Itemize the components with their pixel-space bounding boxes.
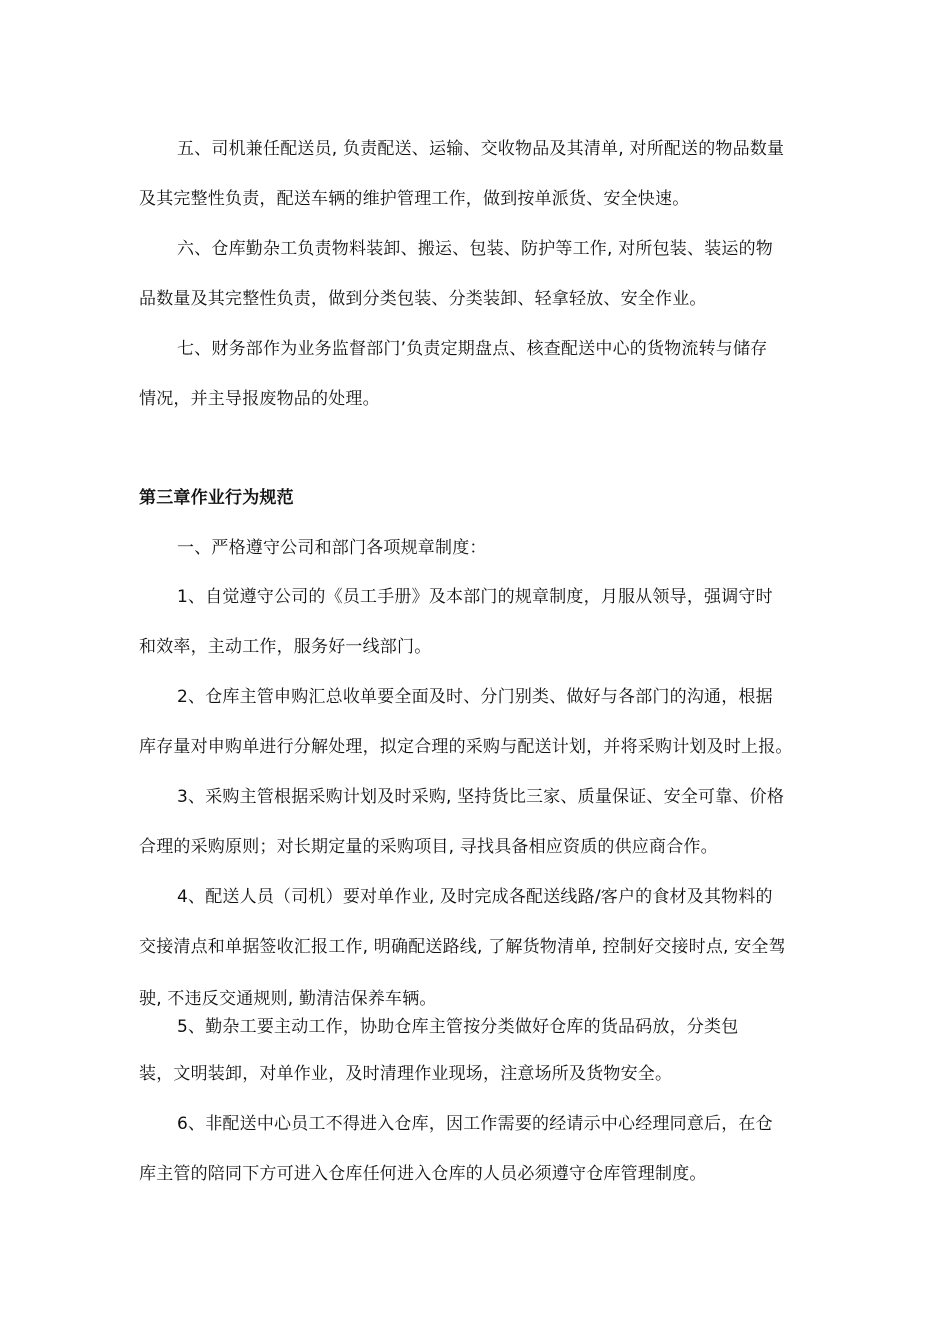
item-5-line-1: 5、勤杂工要主动工作，协助仓库主管按分类做好仓库的货品码放，分类包 bbox=[177, 1017, 739, 1037]
item-1-line-1: 1、自觉遵守公司的《员工手册》及本部门的规章制度，月服从领导，强调守时 bbox=[177, 587, 773, 607]
item-4-line-1: 4、配送人员（司机）要对单作业, 及时完成各配送线路/客户的食材及其物料的 bbox=[177, 887, 773, 907]
item-2-line-2: 库存量对申购单进行分解处理，拟定合理的采购与配送计划，并将采购计划及时上报。 bbox=[139, 737, 793, 757]
para-5-line-2: 及其完整性负责，配送车辆的维护管理工作，做到按单派货、安全快速。 bbox=[139, 189, 690, 209]
item-3-line-1: 3、采购主管根据采购计划及时采购, 坚持货比三家、质量保证、安全可靠、价格 bbox=[177, 787, 785, 807]
item-3-line-2: 合理的采购原则；对长期定量的采购项目, 寻找具备相应资质的供应商合作。 bbox=[139, 837, 718, 857]
item-2-line-1: 2、仓库主管申购汇总收单要全面及时、分门别类、做好与各部门的沟通，根据 bbox=[177, 687, 773, 707]
item-5-line-2: 装，文明装卸，对单作业，及时清理作业现场，注意场所及货物安全。 bbox=[139, 1064, 673, 1084]
para-6-line-1: 六、仓库勤杂工负责物料装卸、搬运、包装、防护等工作, 对所包装、装运的物 bbox=[177, 239, 774, 259]
chapter-heading: 第三章作业行为规范 bbox=[139, 488, 294, 508]
section-1-title: 一、严格遵守公司和部门各项规章制度： bbox=[177, 538, 487, 558]
item-6-line-1: 6、非配送中心员工不得进入仓库，因工作需要的经请示中心经理同意后，在仓 bbox=[177, 1114, 773, 1134]
para-6-line-2: 品数量及其完整性负责，做到分类包装、分类装卸、轻拿轻放、安全作业。 bbox=[139, 289, 707, 309]
para-7-line-1: 七、财务部作为业务监督部门’负责定期盘点、核查配送中心的货物流转与储存 bbox=[177, 339, 768, 359]
item-4-line-3: 驶, 不违反交通规则, 勤清洁保养车辆。 bbox=[139, 989, 437, 1009]
para-7-line-2: 情况，并主导报废物品的处理。 bbox=[139, 389, 380, 409]
item-1-line-2: 和效率，主动工作，服务好一线部门。 bbox=[139, 637, 432, 657]
item-6-line-2: 库主管的陪同下方可进入仓库任何进入仓库的人员必须遵守仓库管理制度。 bbox=[139, 1164, 707, 1184]
item-4-line-2: 交接清点和单据签收汇报工作, 明确配送路线, 了解货物清单, 控制好交接时点, 安全驾 bbox=[139, 937, 786, 957]
para-5-line-1: 五、司机兼任配送员, 负责配送、运输、交收物品及其清单, 对所配送的物品数量 bbox=[177, 139, 785, 159]
